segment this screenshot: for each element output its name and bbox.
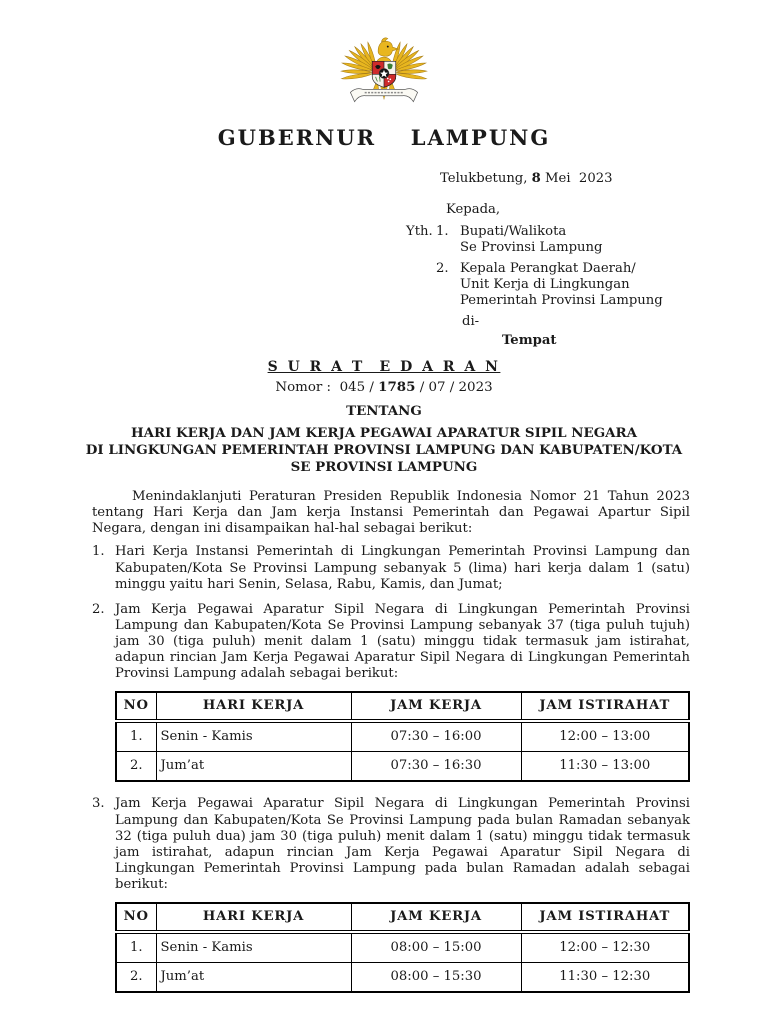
header-jam-kerja: JAM KERJA (351, 692, 521, 721)
letter-number: Nomor : 045 / 1785 / 07 / 2023 (275, 378, 493, 395)
item-text: Hari Kerja Instansi Pemerintah di Lingkungan Pemerintah Provinsi Lampung dan Kabupaten/Kota Se Provinsi Lampung sebanyak 5 (lima) hari kerja dalam 1 (satu) minggu yaitu hari Senin, Selasa, Rabu, Kamis, dan Jumat; (115, 544, 690, 592)
yth-label: Yth. (406, 223, 433, 239)
recipient-line: Unit Kerja di Lingkungan (460, 277, 630, 293)
place-date: Telukbetung, 8 Mei 2023 (440, 170, 613, 186)
cell-istirahat: 12:00 – 12:30 (521, 932, 689, 963)
cell-jam: 07:30 – 16:00 (351, 721, 521, 752)
numbered-item-2 (92, 602, 690, 682)
letter-body (0, 475, 768, 993)
address-block (406, 171, 768, 350)
opening-paragraph: Menindaklanjuti Peraturan Presiden Republik Indonesia Nomor 21 Tahun 2023 tentang Hari Kerja dan Jam kerja Instansi Pemerintah dan Pegawai Apartur Sipil Negara, dengan ini disampaikan hal-hal sebagai berikut: (92, 489, 690, 537)
letter-title: S U R A T E D A R A N (267, 358, 501, 375)
table-row (116, 721, 689, 752)
letterhead-title: GUBERNUR LAMPUNG (217, 125, 551, 151)
tempat-label: Tempat (502, 333, 557, 349)
yth-spacer (406, 261, 436, 309)
subject-line: SE PROVINSI LAMPUNG (290, 458, 478, 475)
recipient-lines (460, 224, 768, 256)
recipient-number: 1. (436, 223, 449, 239)
cell-hari: Jum’at (156, 752, 351, 782)
header-jam-kerja: JAM KERJA (351, 903, 521, 932)
table-header-row (116, 903, 689, 932)
header-jam-istirahat: JAM ISTIRAHAT (521, 692, 689, 721)
tentang-label: TENTANG (346, 402, 422, 419)
cell-hari: Senin - Kamis (156, 721, 351, 752)
cell-no: 1. (116, 721, 156, 752)
cell-jam: 07:30 – 16:30 (351, 752, 521, 782)
subject-line: DI LINGKUNGAN PEMERINTAH PROVINSI LAMPUNG DAN KABUPATEN/KOTA (85, 441, 683, 458)
table-header-row (116, 692, 689, 721)
recipient-1 (406, 224, 768, 256)
item-number: 2. (92, 601, 105, 617)
cell-istirahat: 11:30 – 12:30 (521, 963, 689, 993)
header-no: NO (116, 903, 156, 932)
item-number: 1. (92, 544, 105, 560)
cell-no: 1. (116, 932, 156, 963)
title-block (0, 359, 768, 476)
item-text: Jam Kerja Pegawai Aparatur Sipil Negara di Lingkungan Pemerintah Provinsi Lampung dan Kabupaten/Kota Se Provinsi Lampung sebanyak 37 (tiga puluh tujuh) jam 30 (tiga puluh) menit dalam 1 (satu) minggu tidak termasuk jam istirahat, adapun rincian Jam Kerja Pegawai Aparatur Sipil Negara di Lingkungan Pemerintah Provinsi Lampung adalah sebagai berikut: (115, 601, 690, 682)
cell-hari: Jum’at (156, 963, 351, 993)
recipient-line: Se Provinsi Lampung (460, 239, 603, 255)
numbered-item-3 (92, 796, 690, 893)
recipient-lines (460, 261, 768, 309)
recipient-number: 2. (436, 261, 449, 277)
header-jam-istirahat: JAM ISTIRAHAT (521, 903, 689, 932)
recipient-line: Bupati/Walikota (460, 223, 567, 239)
table-row (116, 963, 689, 993)
cell-no: 2. (116, 752, 156, 782)
cell-hari: Senin - Kamis (156, 932, 351, 963)
work-hours-table-regular (115, 691, 690, 782)
header-no: NO (116, 692, 156, 721)
cell-jam: 08:00 – 15:00 (351, 932, 521, 963)
cell-jam: 08:00 – 15:30 (351, 963, 521, 993)
letter-subject (0, 425, 768, 475)
item-text: Jam Kerja Pegawai Aparatur Sipil Negara di Lingkungan Pemerintah Provinsi Lampung dan Kabupaten/Kota Se Provinsi Lampung pada bulan Ramadan sebanyak 32 (tiga puluh dua) jam 30 (tiga puluh) menit dalam 1 (satu) minggu tidak termasuk jam istirahat, adapun rincian Jam Kerja Pegawai Aparatur Sipil Negara di Lingkungan Pemerintah Provinsi Lampung pada bulan Ramadan adalah sebagai berikut: (115, 796, 690, 892)
recipient-line: Kepala Perangkat Daerah/ (460, 261, 636, 277)
cell-istirahat: 12:00 – 13:00 (521, 721, 689, 752)
letter-number-value: 1785 (378, 378, 416, 395)
kepada-label: Kepada, (446, 201, 501, 217)
work-hours-table-ramadan (115, 902, 690, 993)
recipient-line: Pemerintah Provinsi Lampung (460, 293, 663, 309)
header-hari-kerja: HARI KERJA (156, 903, 351, 932)
header-hari-kerja: HARI KERJA (156, 692, 351, 721)
recipient-2 (406, 261, 768, 309)
item-number: 3. (92, 796, 105, 812)
cell-no: 2. (116, 963, 156, 993)
subject-line: HARI KERJA DAN JAM KERJA PEGAWAI APARATUR SIPIL NEGARA (130, 425, 638, 442)
garuda-pancasila-emblem (333, 26, 435, 110)
garuda-eye (387, 46, 389, 48)
di-label: di- (462, 314, 480, 330)
cell-istirahat: 11:30 – 13:00 (521, 752, 689, 782)
numbered-item-1 (92, 544, 690, 592)
letterhead (0, 0, 768, 151)
table-row (116, 752, 689, 782)
table-row (116, 932, 689, 963)
date-day: 8 (531, 170, 541, 186)
